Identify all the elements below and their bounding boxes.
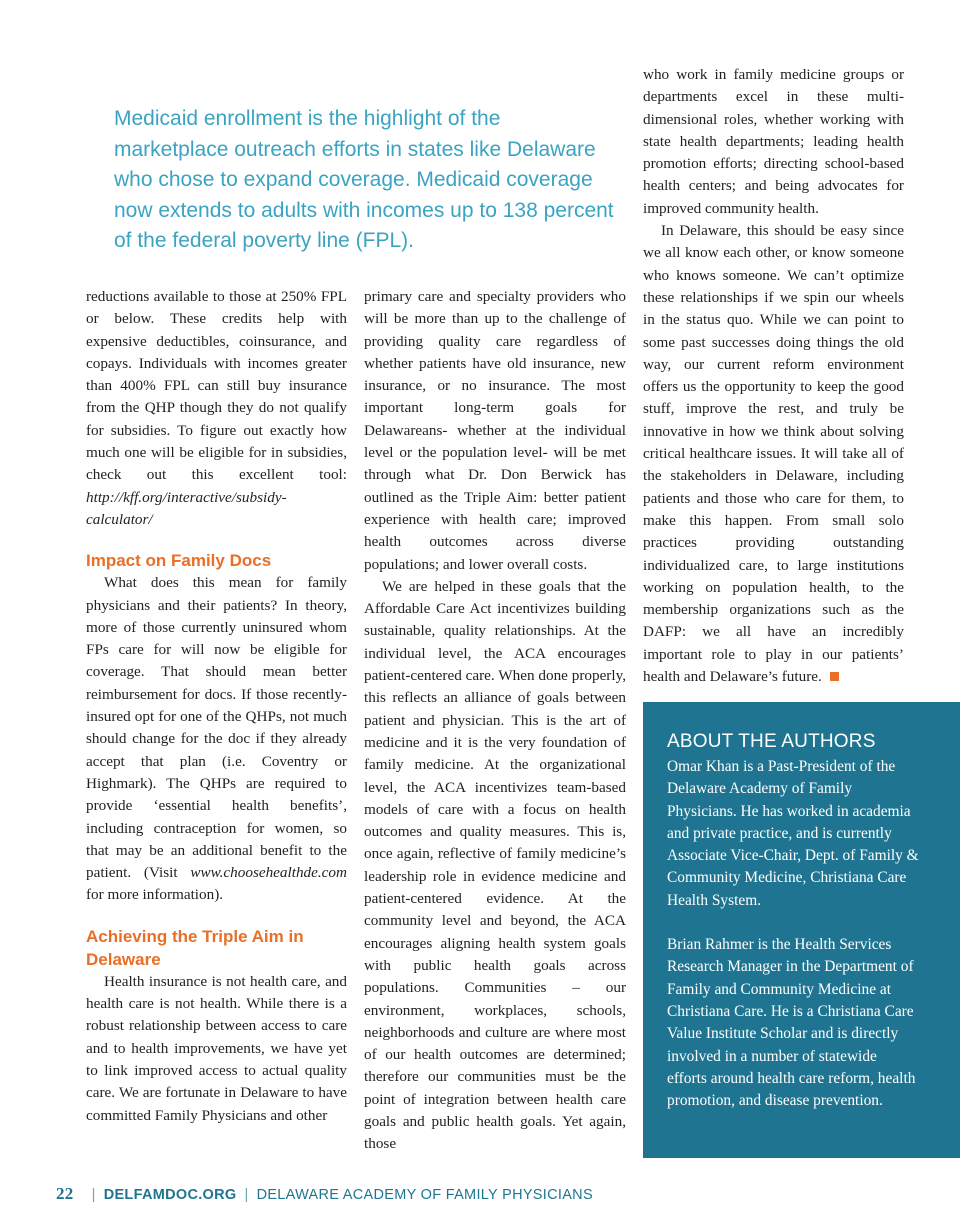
author-bio-rahmer: Brian Rahmer is the Health Services Research Manager in the Department of Family and Community Medicine at Christiana Care. He is a Christiana Care Value Institute Scholar and is directly involved in a number of statewide efforts around health care reform, health promotion, and disease prevention. [667,936,916,1110]
paragraph: Health insurance is not health care, and health care is not health. While there is a robust relationship between access to care and to health improvements, we have yet to link improved access to actual quality care. We are fortunate in Delaware to have committed Family Physicians and other [86,972,347,1124]
pull-quote: Medicaid enrollment is the highlight of the marketplace outreach efforts in states like Delaware who chose to expand coverage. Medicaid coverage now extends to adults with incomes up to 138 percent of the federal poverty line (FPL). [114,107,614,252]
choosehealthde-link[interactable]: www.choosehealthde.com [190,864,347,882]
paragraph [86,572,347,906]
author-bio-khan: Omar Khan is a Past-President of the Delaware Academy of Family Physicians. He has worked in academia and private practice, and is currently Associate Vice-Chair, Dept. of Family & Community Medicine, Christiana Care Health System. [667,758,919,909]
column-2 [364,286,626,1156]
paragraph: We are helped in these goals that the Affordable Care Act incentivizes building sustainable, quality relationships. At the individual level, the ACA encourages patient-centered care. When done properly, this reflects an alliance of goals between patient and physician. This is the art of medicine and it is the very foundation of family medicine. At the organizational level, the ACA incentivizes team-based models of care with a focus on health outcomes and quality measures. This is, once again, reflective of family medicine’s leadership role in evidence medicine and patient-centered evidence. At the community level and beyond, the ACA encourages aligning health system goals with public health goals across populations. Communities – our environment, workplaces, schools, neighborhoods and culture are where most of our health outcomes are determined; therefore our communities must be the point of integration between health care goals and public health goals. Yet again, those [364,577,626,1153]
column-3 [643,64,904,688]
footer-site-link[interactable]: DELFAMDOC.ORG [103,1187,237,1203]
paragraph: primary care and specialty providers who will be more than up to the challenge of providing quality care regardless of whether patients have old insurance, new insurance, or no insurance. The most important long-term goals for Delawareans- whether at the individual level or the population level- will be met through what Dr. Don Berwick has outlined as the Triple Aim: better patient experience with health care; improved health outcomes across diverse populations; and lower overall costs. [364,288,626,573]
paragraph-text: reductions available to those at 250% FPL or below. These credits help with expensive deductibles, coinsurance, and copays. Individuals with incomes greater than 400% FPL can still buy insurance from the QHP though they do not qualify for subsidies. To figure out exactly how much one will be eligible for in subsidies, check out this excellent tool: [86,288,347,484]
section-heading-impact: Impact on Family Docs [86,551,272,571]
section-heading-triple-aim: Achieving the Triple Aim in Delaware [86,926,304,969]
footer-organization: DELAWARE ACADEMY OF FAMILY PHYSICIANS [256,1187,593,1203]
footer-separator: | [91,1187,96,1203]
page-number: 22 [56,1184,74,1203]
paragraph-text: What does this mean for family physicians and their patients? In theory, more of those currently uninsured whom FPs care for will now be eligible for coverage. That should mean better reimbursement for docs. If those recently-insured opt for one of the QHPs, not much should change for the doc if they already accept that plan (i.e. Coventry or Highmark). The QHPs are required to provide ‘essential health benefits’, including contraception for women, so that may be an additional benefit to the patient. (Visit [86,574,347,882]
paragraph-text: In Delaware, this should be easy since we all know each other, or know someone who knows someone. We can’t optimize these relationships if we spin our wheels in the status quo. While we can point to some past successes doing things the old way, our current reform environment offers us the opportunity to keep the good stuff, improve the rest, and truly be innovative in how we think about solving critical healthcare issues. It will take all of the stakeholders in Delaware, including patients and those who care for them, to make this happen. From small solo practices providing outstanding individualized care, to large institutions working on population health, to the membership organizations such as the DAFP: we all have an incredibly important role to play in our patients’ health and Delaware’s future. [643,222,904,686]
paragraph: who work in family medicine groups or departments excel in these multi-dimensional roles, whether working with state health departments; leading health promotion efforts; directing school-based health centers; and being advocates for improved community health. [643,66,904,217]
authors-heading: ABOUT THE AUTHORS [667,731,876,752]
end-of-article-square-icon [830,672,839,681]
subsidy-calculator-link[interactable]: http://kff.org/interactive/subsidy-calculator/ [86,488,287,528]
paragraph [86,286,347,531]
paragraph-text: for more information). [86,886,224,904]
column-1 [86,286,347,1127]
page-footer [56,1184,593,1204]
footer-separator: | [244,1187,249,1203]
about-the-authors-box [643,702,960,1158]
paragraph [643,220,904,688]
